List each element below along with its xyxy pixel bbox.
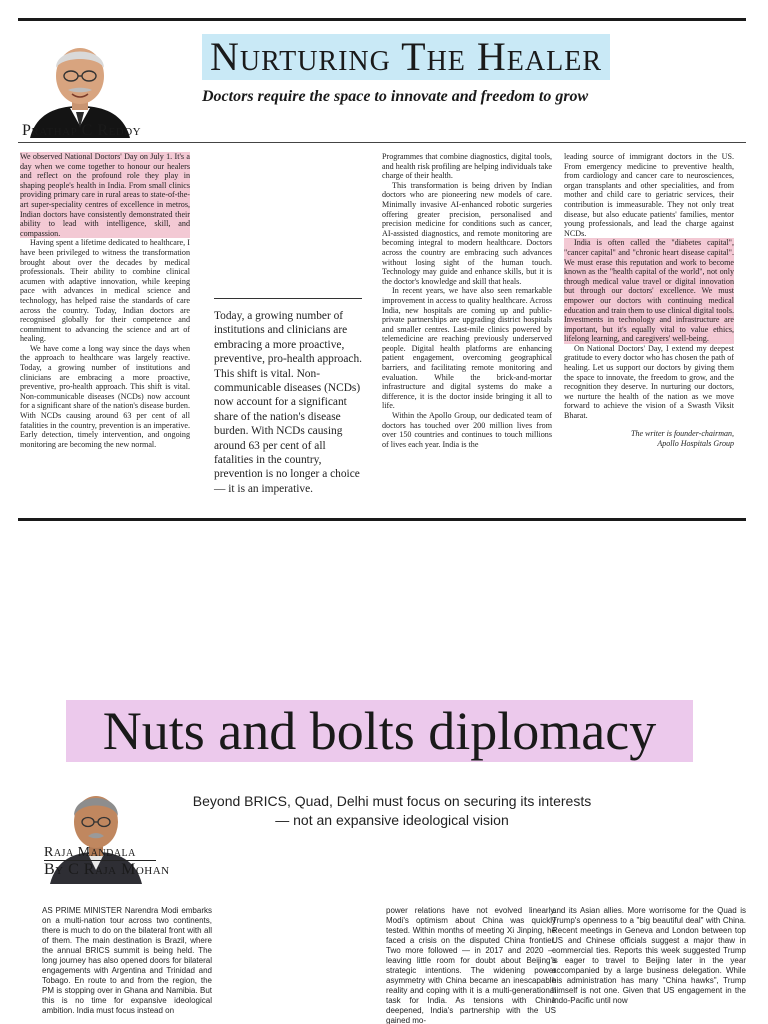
paragraph: On National Doctors' Day, I extend my deepest gratitude to every doctor who has chosen the path of healing. Let us support our doctors by giving them the space to innovate, the freedom to grow, and the recognition they deserve. In nurturing our doctors, we nurture the health of the nation as we move forward to achieve the vision of a Swasth Viksit Bharat. xyxy=(564,343,734,421)
paragraph: leading source of immigrant doctors in the US. From emergency medicine to preventive health, from cardiology and cancer care to neurosciences, organ transplants and other specialities, and from mother and child care to geriatric services, their contribution is immeasurable. They not only treat disease, but also educate patients' families, mentor young professionals, and lead the charge against NCDs. xyxy=(564,152,734,238)
article-nurturing-the-healer xyxy=(18,18,746,526)
paragraph: India is often called the "diabetes capital", "cancer capital" and "chronic heart disease capital". We must erase this reputation and work to become known as the "health capital of the world", not only through medical value travel or digital innovation but through our doctors' excellence. We must empower our doctors with continuing medical education and train them to use clinical digital tools. Investments in technology and infrastructure are important, but it's equally vital to value ethics, lifelong learning, and caregivers' well-being. xyxy=(564,238,734,344)
bottom-rule xyxy=(18,518,746,521)
paragraph: power relations have not evolved linearly. Modi's optimism about China was quickly tested. Within months of meeting Xi Jinping, he faced a crisis on the disputed China frontier. Two more followed — in 2017 and 2020 — leaving little room for doubt about Beijing's strategic intentions. The widening power asymmetry with China became an inescapable reality and coping with it is a multi-generational task for India. As tensions with China deepened, India's partnership with the US gained mo- xyxy=(386,906,556,1024)
credit-line-2: Apollo Hospitals Group xyxy=(657,438,734,448)
credit-line-1: The writer is founder-chairman, xyxy=(631,428,734,438)
paragraph: This transformation is being driven by Indian doctors who are pioneering new models of care. Minimally invasive AI-enhanced robotic surgeries offering greater precision, personalised and precision medicine for conditions such as cancer, AI-assisted diagnostics, and remote monitoring are becoming integral to modern healthcare. Doctors across the country are embracing such advances without losing sight of the human touch. Technology may guide and enhance skills, but it is the doctor's knowledge and skill that heals. xyxy=(382,180,552,286)
article-column-4 xyxy=(552,906,746,1024)
article-column-4 xyxy=(564,152,734,502)
article-column-3 xyxy=(386,906,556,1024)
pull-quote xyxy=(214,298,362,496)
paragraph: Within the Apollo Group, our dedicated team of doctors has touched over 200 million lives from over 150 countries and continues to touch millions of lives each year. India is the xyxy=(382,411,552,449)
paragraph: Having spent a lifetime dedicated to healthcare, I have been privileged to witness the transformation brought about over the decades by medical professionals. Their ability to combine clinical acumen with adaptive innovation, while keeping pace with advances in medical science and technology, has helped raise the standards of care across the country. Today, Indian doctors are recognised globally for their competence and commitment to advancing the science and art of healing. xyxy=(20,238,190,344)
paragraph: In recent years, we have also seen remarkable improvement in access to quality healthcare. Across India, new hospitals are coming up and public-private partnerships are upgrading district hospitals and smaller centres. Last-mile clinics powered by telemedicine are reaching previously underserved people. Digital health platforms are enhancing patient engagement, overcoming geographical barriers, and facilitating remote monitoring and evaluation. While the brick-and-mortar infrastructure and digital systems do make a difference, it is the doctor inside bringing it all to life. xyxy=(382,286,552,411)
byline: Prathap C Reddy xyxy=(22,122,142,139)
article-subtitle: Doctors require the space to innovate and freedom to grow xyxy=(202,88,589,105)
author-credit xyxy=(564,429,734,449)
pull-quote-text: Today, a growing number of institutions and clinicians are embracing a more proactive, preventive, pro-health approach. This shift is vital. Non-communicable diseases (NCDs) now account for a significant share of the nation's disease burden. With NCDs causing around 63 per cent of all fatalities in the country, prevention is no longer a choice — it is an imperative. xyxy=(214,310,363,495)
article-column-1 xyxy=(20,152,190,502)
top-rule xyxy=(18,18,746,21)
article-column-3 xyxy=(382,152,552,502)
paragraph: We observed National Doctors' Day on July 1. It's a day when we come together to honour our healers and reflect on the profound role they play in shaping people's health in India. From small clinics providing primary care in rural areas to state-of-the-art super-speciality centres of excellence in metros, Indian doctors have consistently demonstrated their ability to lead with intelligence, skill, and compassion. xyxy=(20,152,190,238)
paragraph: and its Asian allies. More worrisome for the Quad is Trump's openness to a "big beautiful deal" with China. Recent meetings in Geneva and London between top US and Chinese officials suggest a major thaw in commercial ties. Reports this week suggested Trump is eager to travel to Beijing later in the year accompanied by a large business delegation. While his administration has many "China hawks", Trump himself is not one. Given that US engagement in the Indo-Pacific until now xyxy=(552,906,746,1005)
article-nuts-and-bolts-diplomacy xyxy=(22,688,746,1024)
article-column-1 xyxy=(42,906,212,1024)
byline-rule xyxy=(18,142,746,143)
column-series-name: Raja Mandala xyxy=(44,845,136,860)
byline: By C Raja Mohan xyxy=(44,861,170,878)
paragraph: AS PRIME MINISTER Narendra Modi embarks on a multi-nation tour across two continents, there is much to do on the bilateral front with all of them. The main destination is Brazil, where the annual BRICS summit is being held. The long journey has also opened doors for bilateral engagements with Argentina and Trinidad and Tobago. En route to and from the region, the PM is stopping over in Ghana and Namibia. But this is no time for expansive ideological ambition. India must focus instead on xyxy=(42,906,212,1015)
article-title: Nurturing The Healer xyxy=(202,34,610,80)
paragraph: We have come a long way since the days when the approach to healthcare was largely reactive. Today, a growing number of institutions and clinicians are embracing a more proactive, preventive, pro-health approach. This shift is vital. Non-communicable diseases (NCDs) now account for a significant share of the nation's disease burden. With NCDs causing around 63 per cent of all fatalities in the country, prevention is an imperative. Early detection, timely intervention, and ongoing monitoring are becoming the new normal. xyxy=(20,343,190,449)
article-title: Nuts and bolts diplomacy xyxy=(66,700,693,762)
paragraph: Programmes that combine diagnostics, digital tools, and health risk profiling are helping individuals take charge of their health. xyxy=(382,152,552,181)
article-subtitle: Beyond BRICS, Quad, Delhi must focus on securing its interests — not an expansive ideological vision xyxy=(192,793,592,828)
